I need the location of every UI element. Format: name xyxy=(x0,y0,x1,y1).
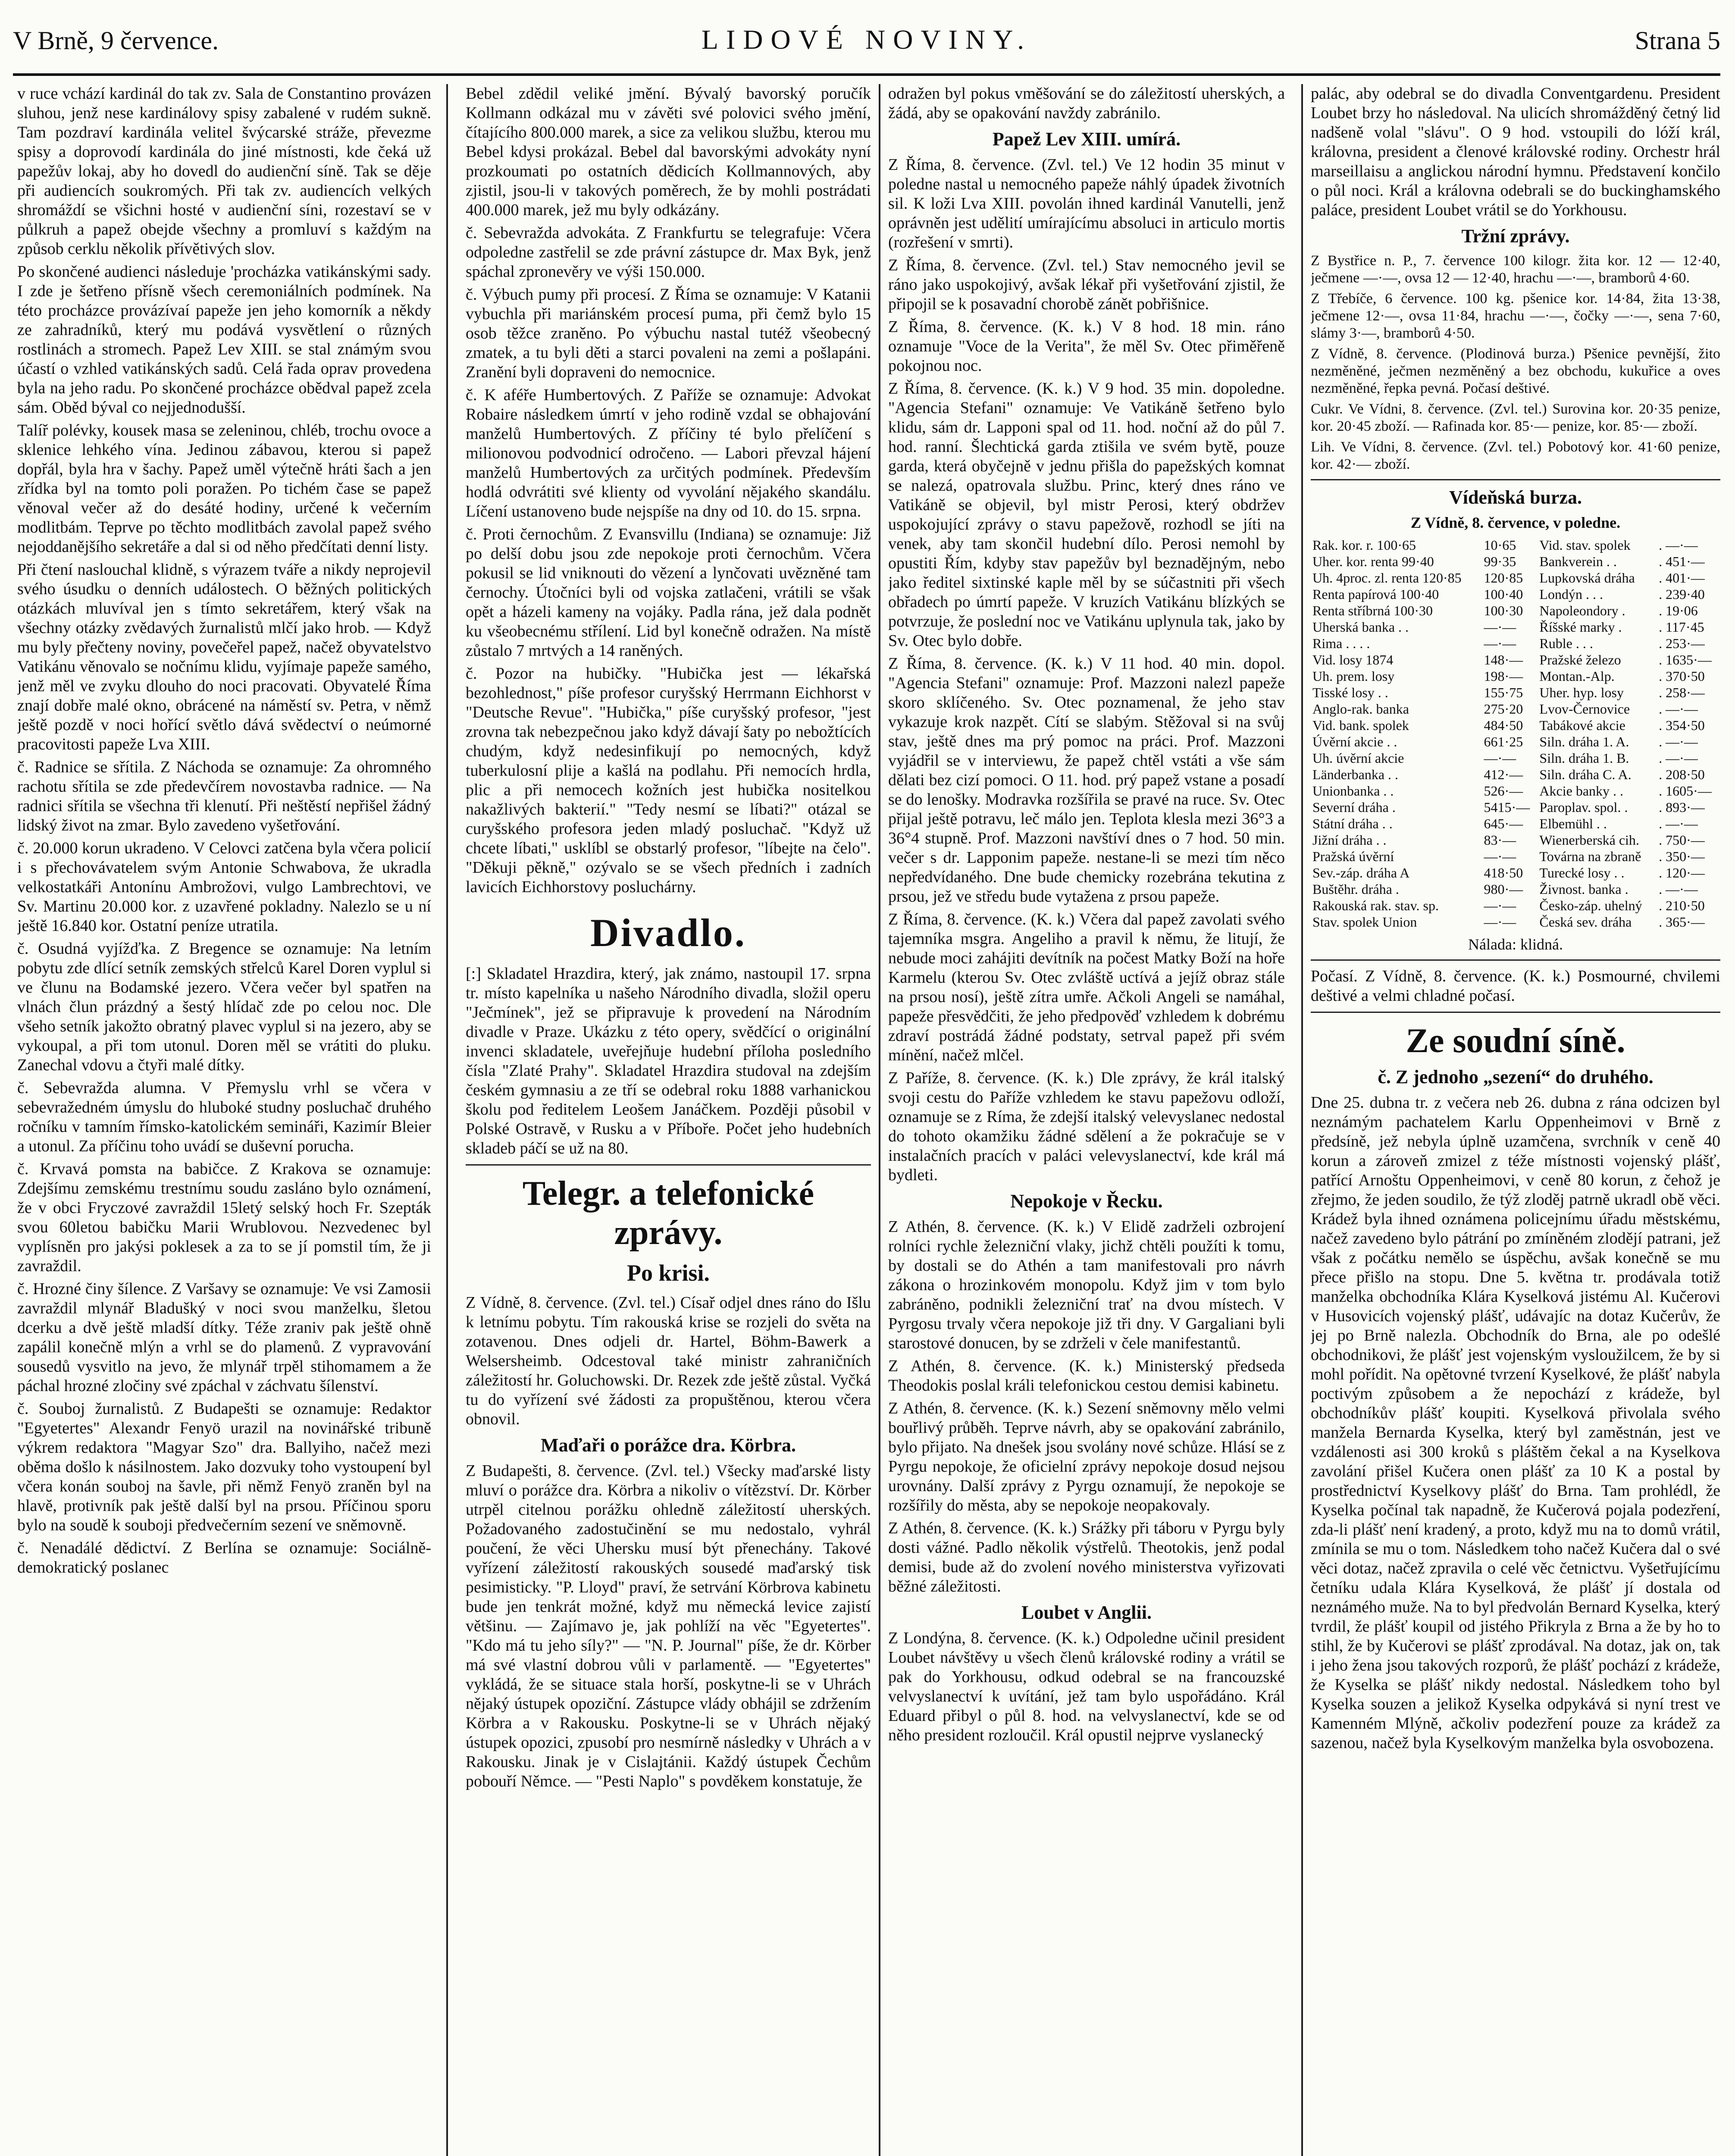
table-cell: Renta papírová 100·40 xyxy=(1312,586,1439,602)
column-2 xyxy=(466,84,871,2156)
news-item: č. Krvavá pomsta na babičce. Z Krakova se oznamuje: Zdejšímu zemskému trestnímu soudu zasláno bylo oznámení, že v obci Fryczové zavraždil 15letý selský hoch Fr. Szepták svou 60letou babičku Marii Wrublovou. Nezvedenec byl vyplísněn pro jakýsi poklesek a za to se jí pomstil tím, že ji zavraždil. xyxy=(17,1160,431,1275)
table-cell: 198·— xyxy=(1484,668,1523,684)
subsection-title: č. Z jednoho „sezení“ do druhého. xyxy=(1378,1066,1654,1087)
table-cell: 99·35 xyxy=(1484,554,1516,569)
table-cell: Londýn . . . xyxy=(1539,586,1603,602)
table-row xyxy=(1311,553,1720,570)
table-cell: —·— xyxy=(1484,636,1516,651)
paragraph: v ruce vchází kardinál do tak zv. Sala de Constantino provázen sluhou, jenž nese kardinálovy spisy zabalené v rudém sukně. Tam pozdraví kardinála velitel švýcarské stráže, převezme spisy a doprovodí kardinála do jiné místnosti, kde čeká už papežův lokaj, aby ho dovedl do audienční síně. Tak se děje při audiencích soukromých. Při tak zv. audiencích velkých shromáždí se všichni hosté v audienční síni, rozestaví se v půlkruh a papež obejde všechny a promluví s každým na způsob cerklu několik přívětivých slov. xyxy=(17,85,431,258)
table-row xyxy=(1311,602,1720,619)
burza-subtitle: Z Vídně, 8. července, v poledne. xyxy=(1410,514,1621,531)
table-cell: . 401·— xyxy=(1659,570,1705,586)
table-row xyxy=(1311,815,1720,832)
table-cell: . 1605·— xyxy=(1659,783,1712,799)
exchange-table xyxy=(1311,537,1720,930)
table-cell: . 210·50 xyxy=(1659,898,1705,913)
news-item: Z Říma, 8. července. (Zvl. tel.) Ve 12 hodin 35 minut v poledne nastal u nemocného papeže náhlý úpadek životních sil. K loži Lva XIII. povolán ihned kardinál Vanutelli, jenž oprávněn jest udělití umírajícímu absoluci in articulo mortis (rozřešení v smrti). xyxy=(888,156,1285,251)
table-cell: . 117·45 xyxy=(1659,619,1704,635)
table-cell: Česko-záp. uhelný xyxy=(1539,898,1642,913)
table-cell: Lupkovská dráha xyxy=(1539,570,1635,586)
table-row xyxy=(1311,881,1720,897)
news-item: Z Athén, 8. července. (K. k.) Srážky při táboru v Pyrgu byly dosti vážné. Padlo několik výstřelů. Theotokis, jenž podal demisi, bude až do zvolení nového ministerstva vyřizovati běžné záležitosti. xyxy=(888,1519,1285,1595)
table-cell: Napoleondory . xyxy=(1539,603,1625,618)
table-cell: . 350·— xyxy=(1659,849,1705,864)
table-cell: . 120·— xyxy=(1659,865,1705,881)
subsection-title: Loubet v Anglii. xyxy=(1021,1602,1152,1623)
table-cell: Länderbanka . . xyxy=(1312,767,1399,782)
table-row xyxy=(1311,570,1720,586)
table-row xyxy=(1311,848,1720,865)
table-cell: Renta stříbrná 100·30 xyxy=(1312,603,1433,618)
table-cell: Turecké losy . . xyxy=(1539,865,1625,881)
table-row xyxy=(1311,914,1720,930)
table-cell: Bankverein . . xyxy=(1539,554,1617,569)
column-rule xyxy=(1301,84,1303,2156)
section-title-telegr: Telegr. a telefonické zprávy. xyxy=(522,1175,814,1252)
table-cell: 10·65 xyxy=(1484,537,1516,553)
paragraph: Talíř polévky, kousek masa se zeleninou, chléb, trochu ovoce a sklenice lehkého vína. Jedinou zábavou, kterou si papež dopřál, byla hra v šachy. Papež uměl výtečně hráti šach a jen zřídka byl na tomto poli poražen. Po tichém čase se papež věnoval večer až do desáté hodiny, určené k večerním modlitbám. Teprve po těchto modlitbách zavolal papež svého nejoddanějšího sekretáře a dal si od něho předčítati denní listy. xyxy=(17,421,431,556)
table-cell: Siln. dráha 1. A. xyxy=(1539,734,1629,749)
table-row xyxy=(1311,652,1720,668)
subsection-title: Vídeňská burza. xyxy=(1449,487,1582,508)
table-cell: Montan.-Alp. xyxy=(1539,668,1615,684)
table-cell: 100·30 xyxy=(1484,603,1523,618)
table-cell: Pražská úvěrní xyxy=(1312,849,1394,864)
table-cell: Tabákové akcie xyxy=(1539,718,1625,733)
table-cell: —·— xyxy=(1484,750,1516,766)
news-item: č. Nenadálé dědictví. Z Berlína se oznamuje: Sociálně-demokratický poslanec xyxy=(17,1539,431,1576)
paragraph: Po skončené audienci následuje 'procházka vatikánskými sady. I zde je šetřeno přísně všech ceremoniálních podmínek. Na této procházce provázívaí papeže jen jeho komorník a někdy ze zahradníků, který mu podává vysvětlení o různých rostlinách a stromech. Papež Lev XIII. se stal známým svou účastí o vzhled vatikánských sadů. Celá řada oprav provedena byla na jeho radu. Po skončené procházce obědval papež zcela sám. Oběd býval co nejjednodušší. xyxy=(17,263,431,417)
market-item: Z Třebíče, 6 července. 100 kg. pšenice kor. 14·84, žita 13·38, ječmene 12·—, ovsa 11·84, hrachu —·—, čočky —·—, sena 7·60, slámy 3·—, bramborů 4·50. xyxy=(1311,291,1720,341)
header-rule xyxy=(13,73,1720,76)
news-item: č. Sebevražda advokáta. Z Frankfurtu se telegrafuje: Včera odpoledne zastřelil se zde právní zástupce dr. Max Byk, jenž spáchal zpronevěry ve výši 150.000. xyxy=(466,224,871,281)
table-row xyxy=(1311,832,1720,848)
table-cell: Uher. hyp. losy xyxy=(1539,685,1624,700)
table-cell: 155·75 xyxy=(1484,685,1523,700)
table-cell: . 19·06 xyxy=(1659,603,1698,618)
table-cell: Tisské losy . . xyxy=(1312,685,1388,700)
table-row xyxy=(1311,635,1720,652)
news-item: č. Sebevražda alumna. V Přemyslu vrhl se včera v sebevražedném úmyslu do hluboké studny posluchač druhého ročníku v tamním římsko-katolickém semináři, Kazimír Bleier a utonul. Za příčinu toho uvádí se duševní porucha. xyxy=(17,1079,431,1155)
table-cell: Stav. spolek Union xyxy=(1312,914,1417,930)
table-cell: Továrna na zbraně xyxy=(1539,849,1641,864)
table-cell: 148·— xyxy=(1484,652,1523,667)
column-1 xyxy=(17,84,431,2156)
table-cell: —·— xyxy=(1484,619,1516,635)
table-cell: . 365·— xyxy=(1659,914,1705,930)
subsection-title: Nepokoje v Řecku. xyxy=(1010,1191,1163,1212)
table-cell: . —·— xyxy=(1659,701,1698,717)
table-cell: —·— xyxy=(1484,914,1516,930)
news-item: č. K aféře Humbertových. Z Paříže se oznamuje: Advokat Robaire následkem úmrtí v jeho rodině vzdal se obhajování manželů Humbertových. Z příčiny té bylo přelíčení s milionovou podvodnicí odročeno. — Labori převzal hájení manželů Humbertových za určitých podmínek. Především hodlá odvrátiti své klienty od vyvolání nějakého skandálu. Líčení ustanoveno bude nejspíše na dny od 10. do 15. srpna. xyxy=(466,386,871,520)
news-item: Z Paříže, 8. července. (K. k.) Dle zprávy, že král italský svoji cestu do Paříže vzhledem ke stavu papežovu odloží, oznamuje se z Ríma, že zdejší italský velevyslanec nedostal do tohoto okamžiku žádné sdělení a že pokračuje se v instalačních pracích v paláci velevyslanectví, kde král má bydleti. xyxy=(888,1069,1285,1184)
divider xyxy=(1311,479,1720,480)
divadlo-text: [:] Skladatel Hrazdira, který, jak známo, nastoupil 17. srpna tr. místo kapelníka u našeho Národního divadla, složil operu "Ječmínek", jež se připravuje k provedení na Národním divadle v Praze. Ukázku z této opery, svědčící o originální invenci skladatele, uveřejňuje hudební příloha posledního čísla "Zlaté Prahy". Skladatel Hrazdira studoval na zdejším českém gymnasiu a ze tří se odebral roku 1888 varhanickou školu pod ředitelem Leošem Janáčkem. Později působil v Polské Ostravě, v Rusku a v Příboře. Počet jeho hudebních skladeb páčí se už na 80. xyxy=(466,965,871,1157)
divider xyxy=(1311,1012,1720,1013)
news-item: č. Radnice se sřítila. Z Náchoda se oznamuje: Za ohromného rachotu sřítila se zde předevčírem novostavba radnice. — Na radnici sřítila se všechna tři klenutí. Při neštěstí nepřišel žádný lidský život na zmar. Bylo zavedeno vyšetřování. xyxy=(17,758,431,834)
table-cell: 275·20 xyxy=(1484,701,1523,717)
table-cell: 484·50 xyxy=(1484,718,1523,733)
table-row xyxy=(1311,799,1720,815)
table-row xyxy=(1311,766,1720,783)
table-cell: Pražské železo xyxy=(1539,652,1621,667)
table-cell: Jižní dráha . . xyxy=(1312,832,1387,848)
table-cell: 5415·— xyxy=(1484,799,1530,815)
news-item: č. Proti černochům. Z Evansvillu (Indiana) se oznamuje: Již po delší dobu jsou zde nepokoje proti černochům. Včera pokusil se lid vniknouti do vězení a lynčovati uvězněné tam černochy. Útočníci byli od vojska zatlačeni, vrátili se však opět a házeli kameny na vojáky. Padla rána, jež dala podnět ku všeobecnému střílení. Lid byl konečně odražen. Na místě zůstalo 7 mrtvých a 14 raněných. xyxy=(466,525,871,660)
news-item: Z Budapešti, 8. července. (Zvl. tel.) Všecky maďarské listy mluví o porážce dra. Körbra a nikoliv o vítězství. Dr. Körber utrpěl citelnou porážku ohledně záležitostí uherských. Požadovaného zadostučinění se mu nedostalo, vyhrál poučení, že věci Uhersku musí být přenechány. Takové vyřízení záležitostí rakouských sousedé maďarský tisk pesimisticky. "P. Lloyd" praví, že setrvání Körbrova kabinetu bude jen tenkrát možné, když mu německá levice zajistí většinu. — Zajímavo je, jak pohlíží na věc "Egyetertes". "Kdo má tu jeho síly?" — "N. P. Journal" píše, že dr. Körber má své vlastní dobrou vůli v parlamentě. — "Egyetertes" vykládá, že se situace stala horší, poskytne-li se v Uhrách nějaký ústupek opoziční. Zástupce vlády obhájil se zdržením Körbra a v Rakousku. Poskytne-li se v Uhrách nějaký ústupek opozici, zpusobí pro nesmírně následky v Uhrách a v Rakousku. Jinak je v Cislajtánii. Každý ústupek Čechům pobouří Němce. — "Pesti Naplo" s povděkem konstatuje, že xyxy=(466,1462,871,1790)
table-cell: . 354·50 xyxy=(1659,718,1705,733)
table-cell: Akcie banky . . xyxy=(1539,783,1624,799)
table-cell: Uherská banka . . xyxy=(1312,619,1409,635)
table-cell: Sev.-záp. dráha A xyxy=(1312,865,1410,881)
table-cell: —·— xyxy=(1484,849,1516,864)
table-row xyxy=(1311,619,1720,635)
table-cell: Říšské marky . xyxy=(1539,619,1622,635)
table-cell: Rakouská rak. stav. sp. xyxy=(1312,898,1439,913)
paragraph: Bebel zdědil veliké jmění. Bývalý bavorský poručík Kollmann odkázal mu v závěti své polovici svého jmění, čítajícího 800.000 marek, a sice za velikou službu, kterou mu Bebel kdysi prokázal. Bebel dal bavorskými advokáty nyní prozkoumati po ostatních dědicích Kollmannových, aby zjistil, jsou-li v takových poměrech, že by mohli postrádati 400.000 marek, jež mu byly odkázány. xyxy=(466,85,871,219)
table-cell: . 239·40 xyxy=(1659,586,1705,602)
table-cell: 100·40 xyxy=(1484,586,1523,602)
table-cell: . —·— xyxy=(1659,537,1698,553)
table-cell: 526·— xyxy=(1484,783,1523,799)
table-cell: Unionbanka . . xyxy=(1312,783,1394,799)
news-item: Z Londýna, 8. července. (K. k.) Odpoledne učinil president Loubet návštěvy u všech členů královské rodiny a vrátil se pak do Yorkhousu, odkud odebral se na francouzské velvyslanectví k uvítání, jež tam bylo uspořádáno. Král Eduard přibyl o půl 8. hod. na velvyslanectví, kde se od něho president rozloučil. Král opustil nejprve vyslanecký xyxy=(888,1629,1285,1744)
column-rule xyxy=(879,84,880,2156)
table-cell: Státní dráha . . xyxy=(1312,816,1393,831)
table-cell: . —·— xyxy=(1659,750,1698,766)
table-row xyxy=(1311,733,1720,750)
news-item: Z Athén, 8. července. (K. k.) Sezení sněmovny mělo velmi bouřlivý průběh. Teprve návrh, aby se opakování zabránilo, bylo přijato. Na dnešek jsou svolány nové schůze. Hlásí se z Pyrgu nepokoje, že oficielní zprávy nepokoje dosud nejsou urovnány. Další zprávy z Pyrgu oznamují, že nepokoje se rozšířily do města, aby se nepokoje neopakovaly. xyxy=(888,1399,1285,1514)
table-row xyxy=(1311,897,1720,914)
table-cell: Anglo-rak. banka xyxy=(1312,701,1409,717)
table-cell: Živnost. banka . xyxy=(1539,881,1629,897)
news-item: Z Říma, 8. července. (K. k.) V 8 hod. 18 min. ráno oznamuje "Voce de la Verita", že měl Sv. Otec přiměřeně pokojnou noc. xyxy=(888,318,1285,375)
market-item: Z Bystřice n. P., 7. července 100 kilogr. žita kor. 12 — 12·40, ječmene —·—, ovsa 12 — 12·40, hrachu —·—, bramborů 4·60. xyxy=(1311,253,1720,286)
burza-mood: Nálada: klidná. xyxy=(1468,936,1563,953)
table-cell: Uh. úvěrní akcie xyxy=(1312,750,1404,766)
table-cell: . 451·— xyxy=(1659,554,1705,569)
table-cell: —·— xyxy=(1484,898,1516,913)
table-cell: Siln. dráha 1. B. xyxy=(1539,750,1629,766)
table-cell: . 253·— xyxy=(1659,636,1705,651)
table-cell: 645·— xyxy=(1484,816,1523,831)
column-3 xyxy=(888,84,1285,2156)
table-cell: Úvěrní akcie . . xyxy=(1312,734,1397,749)
table-cell: Vid. losy 1874 xyxy=(1312,652,1394,667)
news-item: Z Athén, 8. července. (K. k.) V Elidě zadrželi ozbrojení rolníci rychle železniční vlaky, jichž chtěli použíti k tomu, by dostali se do Athén a tam manifestovali pro návrh zákona o hrozinkovém monopolu. Když jim v tom bylo zabráněno, podnikli železniční trať na dvou místech. V Pyrgosu trvaly včera nepokoje již tři dny. V Gargaliani byli starostové donucen, by se zdrželi v čele manifestantů. xyxy=(888,1218,1285,1352)
page-number: Strana 5 xyxy=(1635,26,1720,55)
news-item: č. 20.000 korun ukradeno. V Celovci zatčena byla včera policií i s přechovávatelem svým Antonie Schwabova, že ukradla velkostatkáři Antonínu Ambrožovi, vulgo Lambrechtovi, ve Sv. Martinu 20.000 kor. z uzavřené pokladny. Nalezlo se u ní ještě 16.840 kor. Ostatní peníze utratila. xyxy=(17,839,431,935)
table-cell: Vid. bank. spolek xyxy=(1312,718,1409,733)
news-item: č. Pozor na hubičky. "Hubička jest — lékařská bezohlednost," píše profesor curyšský Herrmann Eichhorst v "Deutsche Revue". "Hubička," píše curyšský profesor, "jest zrovna tak nebezpečnou jako když dávají šaty po nebožtících chudým, když nedesinfikují po nemocných, když tuberkulosní plije a kašlá na podlahu. Při nemocích hrdla, plic a při nemocech kožních jest hubička nositelkou nakažlivých bakterií." "Tedy nesmí se líbati?" otázal se curyšského profesora jeden mladý posluchač. "Když už chcete líbati," usklíbl se obstarlý profesor, "líbejte na čelo". "Děkuji pěkně," ozývalo se se všech předních i zadních lavicích Eichhorstovy posluchárny. xyxy=(466,664,871,896)
news-item: č. Souboj žurnalistů. Z Budapešti se oznamuje: Redaktor "Egyetertes" Alexandr Fenyö urazil na novinářské tribuně výkrem redaktora "Magyar Szo" dra. Ballyiho, načež mezi oběma došlo k násilnostem. Jako dozvuky toho vystoupení byl včera konán souboj na šavle, při němž Fenyö zraněn byl na hlavě, protivník pak ještě další byl na prsou. Příčinou sporu bylo na soudě k souboji předvečerním sezení ve sněmovně. xyxy=(17,1400,431,1534)
table-row xyxy=(1311,717,1720,733)
table-cell: Vid. stav. spolek xyxy=(1539,537,1631,553)
subsection-title: Tržní zprávy. xyxy=(1461,226,1570,247)
news-item: Z Říma, 8. července. (Zvl. tel.) Stav nemocného jevil se ráno jako uspokojivý, avšak lékař při vyšetřování zjistil, že připojil se k posavadní chorobě zánět pobřišnice. xyxy=(888,256,1285,313)
subsection-title: Maďaři o porážce dra. Körbra. xyxy=(541,1435,796,1456)
table-cell: Siln. dráha C. A. xyxy=(1539,767,1632,782)
table-cell: Elbemühl . . xyxy=(1539,816,1607,831)
table-cell: 120·85 xyxy=(1484,570,1523,586)
table-cell: Severní dráha . xyxy=(1312,799,1396,815)
table-cell: Paroplav. spol. . xyxy=(1539,799,1628,815)
subsection-title: Po krisi. xyxy=(626,1260,710,1286)
newspaper-title: LIDOVÉ NOVINY. xyxy=(701,24,1032,55)
header-date: V Brně, 9 července. xyxy=(13,26,219,55)
weather-report: Počasí. Z Vídně, 8. července. (K. k.) Posmourné, chvilemi deštivé a velmi chladné počasí. xyxy=(1311,967,1720,1005)
table-cell: . 208·50 xyxy=(1659,767,1705,782)
table-row xyxy=(1311,668,1720,684)
table-row xyxy=(1311,537,1720,553)
news-item: č. Osudná vyjížďka. Z Bregence se oznamuje: Na letním pobytu zde dlící setník zemských střelců Karel Doren vyplul si ve člunu na Bodamské jezero. Včera večer byl spatřen na vlnách člun prázdný a šestý hlídač zde po celou noc. Dle všeho setník jakožto obratný plavec vyplul si na jezero, aby se vykoupal, a při tom utonul. Doren měl se vrátiti do pluku. Zanechal vdovu a čtyři malé dítky. xyxy=(17,940,431,1074)
column-4 xyxy=(1311,84,1720,2156)
table-cell: 412·— xyxy=(1484,767,1523,782)
news-item: Z Athén, 8. července. (K. k.) Ministerský předseda Theodokis poslal králi telefonickou cestou demisi kabinetu. xyxy=(888,1357,1285,1395)
table-cell: Uh. prem. losy xyxy=(1312,668,1395,684)
divider xyxy=(1311,959,1720,961)
table-cell: . 1635·— xyxy=(1659,652,1712,667)
table-cell: Lvov-Černovice xyxy=(1539,701,1630,717)
news-item: Z Říma, 8. července. (K. k.) V 11 hod. 40 min. dopol. "Agencia Stefani" oznamuje: Prof. Mazzoni nalezl papeže skoro sklíčeného. Sv. Otec poznamenal, že jeho stav vykazuje krok nazpět. Cítí se slabým. Stěžoval si na svůj stav, ještě dnes ma prý pomoc na práci. Prof. Mazzoni vyjádřil se v interviewu, že papež chtěl vstáti a vše sám dělati bez cizí pomoci. O 11. hod. prý papež vstane a posadí se do lenošky. Modravka rozšířila se pravé na ruce. Sv. Otec přijal ještě potravu, leč málo jen. Teplota klesla mezi 36°3 a 36°4 stupně. Prof. Mazzoni navštíví dnes o 7 hod. 50 min. večer s dr. Lapponim papeže. nestane-li se mezi tím něco nepředvídaného. Dne bude chemicky rozebrána tekutina z prsou, jež ve středu bude vytažena z prsou papeže. xyxy=(888,655,1285,906)
table-cell: Uh. 4proc. zl. renta 120·85 xyxy=(1312,570,1462,586)
table-cell: Ruble . . . xyxy=(1539,636,1593,651)
market-item: Lih. Ve Vídni, 8. července. (Zvl. tel.) Pobotový kor. 41·60 penize, kor. 42·— zboží. xyxy=(1311,439,1720,472)
table-row xyxy=(1311,783,1720,799)
table-cell: . 893·— xyxy=(1659,799,1705,815)
table-row xyxy=(1311,865,1720,881)
news-item: Z Říma, 8. července. (K. k.) V 9 hod. 35 min. dopoledne. "Agencia Stefani" oznamuje: Ve Vatikáně šetřeno bylo klidu, sám dr. Lapponi spal od 11. hod. noční až do půl 7. hod. ranní. Šlechtická garda ztišila ve svém bytě, pouze garda, která obyčejně v jednu přišla do papežských komnat se nalezá, opatrovala službu. Princ, který dnes ráno ve Vatikáně se objevil, byl mistr Perosi, který obdržev uspokojující zprávy o stavu papežově, rozhodl se jíti na venek, aby tam skončil hudební dílo. Perosi nemohl by opustiti Řím, kdyby stav papežův byl beznadějným, nebo jako ředitel sixtinské kaple měl by se súčastniti při všech obřadech po úmrtí papeže. V kruzích Vatikánu blízkých se potvrzuje, že poslední noc ve Vatikánu uplynula tak, jako by Sv. Otec bylo dobře. xyxy=(888,379,1285,650)
table-cell: . 370·50 xyxy=(1659,668,1705,684)
section-title-divadlo: Divadlo. xyxy=(590,911,746,955)
table-cell: 661·25 xyxy=(1484,734,1523,749)
table-cell: Buštěhr. dráha . xyxy=(1312,881,1399,897)
table-cell: . —·— xyxy=(1659,734,1698,749)
table-row xyxy=(1311,684,1720,701)
column-rule xyxy=(446,84,448,2156)
news-item: Z Vídně, 8. července. (Zvl. tel.) Císař odjel dnes ráno do Išlu k letnímu pobytu. Tím rakouská krise se rozjeli do světa na zotavenou. Dnes odjeli dr. Hartel, Böhm-Bawerk a Welsersheimb. Odcestoval také ministr zahraničních záležitostí hr. Goluchowski. Dr. Rezek zde ještě zůstal. Vyčká tu do vyřízení své žádosti za propuštěnou, kterou včera obnovil. xyxy=(466,1294,871,1428)
table-cell: 418·50 xyxy=(1484,865,1523,881)
divider xyxy=(466,1164,871,1166)
table-cell: . 258·— xyxy=(1659,685,1705,700)
section-title-soudni: Ze soudní síně. xyxy=(1406,1022,1625,1060)
table-cell: 980·— xyxy=(1484,881,1523,897)
table-cell: Uher. kor. renta 99·40 xyxy=(1312,554,1434,569)
news-item: Dne 25. dubna tr. z večera neb 26. dubna z rána odcizen byl neznámým pachatelem Karlu Oppenheimovi v Brně z předsíně, jež nebyla úplně uzamčena, svrchník v ceně 40 korun a zároveň zmizel z téže místnosti vojenský plášť, patřící Arnoštu Oppenheimovi, v ceně 80 korun, z čehož je zřejmo, že jeden soudilo, že týž zloděj patrně ukradl obě věci. Krádež byla ihned oznámena policejnímu úřadu městskému, načež zavedeno bylo pátrání po zmíněném zlodějí patrani, jež však z počátku nemělo se úspěchu, avšak konečně se mu přece přišlo na stopu. Dne 5. května tr. prodávala totiž manželka obchodníka Klára Kyselková jistému Al. Kučerovi v Husovicích vojenský plášť, udávajíc na dotaz Kučerův, že jej po Brně nalezla. Obchodník do Brna, ale po odešlé obchodnikovi, že plášť jest vojenským vysloužilcem, že by si mohl pořídit. Na opětovné tvrzení Kyselkové, že plášť nabyla poctivým způsobem a že nepochází z krádeže, byl obchodníkův plášť koupiti. Kyselková přivolala svého manžela Bernarda Kyselka, který byl zaměstnán, jest ve vzdálenosti asi 300 kroků s pláštěm čekal a na Kyselkova zavolání přišel Kučera onen plášť za 10 K a postal by prostřednictví Kyselkovy plášť do Brna. Tam prohlédl, že Kyselka počínal tak napadně, že Kučerová pojala podezření, zda-li plášť není kradený, a proto, když mu na to domů vrátil, zmínila se mu o tom. Následkem toho načež Kučera dal o své věci dotaz, načež zpravila o celé věc četnictvu. Vyšetřujícímu četníku udala Klára Kyselková, že plášť jí dostala od neznámého muže. Na to byl předvolán Bernard Kyselka, který tvrdil, že plášť koupil od jistého Přikryla z Brna a že by ho to stihl, že by Kučerovi se plášť zprodával. Na dotaz, jak on, tak i jeho žena jsou takových rozporů, že plášť pochází z krádeže, že Kyselka se plášť nikdy nedostal. Následkem toho byl Kyselka souzen a jelikož Kyselka odpykává si nyní trest ve Kamenném Mlýně, ačkoliv podezření pouze za krádež za sazenou, načež byla Kyselkovým manželka byla osvobozena. xyxy=(1311,1094,1720,1752)
paragraph: palác, aby odebral se do divadla Conventgardenu. President Loubet brzy ho následoval. Na ulicích shromážděný četný lid nadšeně volal "slávu". O 9 hod. vstoupili do lóží král, královna, president a členové královské rodiny. Orchestr hrál marseillaisu a anglickou národní hymnu. Představení končilo o půl noci. Král a královna odebrali se do buckinghamského paláce, president Loubet vrátil se do Yorkhousu. xyxy=(1311,85,1720,219)
table-cell: 83·— xyxy=(1484,832,1516,848)
table-row xyxy=(1311,750,1720,766)
page-header xyxy=(13,0,1720,82)
subsection-title: Papež Lev XIII. umírá. xyxy=(992,128,1181,150)
table-cell: . —·— xyxy=(1659,816,1698,831)
paragraph: Při čtení naslouchal klidně, s výrazem tváře a nikdy neprojevil svého úsudku o denních událostech. O běžných politických otázkách mluvíval jen s tímto sekretářem, který však na všechny otázky zvědavých žurnalistů mlčí jako hrob. — Když mu byly přečteny noviny, povečeřel papež, načež obyvatelstvo Vatikánu věnovalo se nočnímu klidu, vyjímaje papeže samého, jenž měl ve zvyku dlouho do noci pracovati. Obyvatelé Říma znají dobře malé okno, obrácené na náměstí sv. Petra, v němž ještě pozdě v noci hořící světlo dává svědectví o neúmorné pracovitosti papeže Lva XIII. xyxy=(17,561,431,753)
market-item: Cukr. Ve Vídni, 8. července. (Zvl. tel.) Surovina kor. 20·35 penize, kor. 20·45 zboží. — Rafinada kor. 85·— penize, kor. 85·— zboží. xyxy=(1311,401,1720,434)
table-cell: Rima . . . . xyxy=(1312,636,1370,651)
news-item: č. Hrozné činy šílence. Z Varšavy se oznamuje: Ve vsi Zamosii zavraždil mlynář Bladušký v noci svou manželku, šletou dcerku a dvě ještě mladší dítky. Téže zraniv pak ještě ohně zapálil konečně mlýn a vrhl se do plamenů. Z vypravování sousedů vysvitlo na jevo, že mlynář trpěl stihomamem a že páchal hrozné zločiny své zpáchal v záchvatu šílenství. xyxy=(17,1280,431,1395)
table-cell: . 750·— xyxy=(1659,832,1705,848)
market-item: Z Vídně, 8. července. (Plodinová burza.) Pšenice pevnější, žito nezměněné, ječmen nezměněný a bez obchodu, kukuřice a oves nezměněné, řepka pevná. Počasí deštivé. xyxy=(1311,346,1720,396)
news-item: Z Říma, 8. července. (K. k.) Včera dal papež zavolati svého tajemníka msgra. Angeliho a pravil k němu, že litují, že nebude moci zahájiti devítník na počest Matky Boží na hoře Karmelu (kterou Sv. Otec zvláště uctívá a jejíž obraz stále na prsou nosí), ještě zítra umře. Ačkoli Angeli se namáhal, papeže přesvědčiti, že jeho předpověď vzhledem k dobrému zdraví postrádá žádné podstaty, setrval papež při svém mínění, načež mlčel. xyxy=(888,910,1285,1064)
paragraph: odražen byl pokus vměšování se do záležitostí uherských, a žádá, aby se opakování navždy zabránilo. xyxy=(888,85,1285,122)
table-cell: Rak. kor. r. 100·65 xyxy=(1312,537,1416,553)
table-row xyxy=(1311,586,1720,602)
table-row xyxy=(1311,701,1720,717)
table-cell: Česká sev. dráha xyxy=(1539,914,1632,930)
table-cell: . —·— xyxy=(1659,881,1698,897)
news-item: č. Výbuch pumy při procesí. Z Říma se oznamuje: V Katanii vybuchla při mariánském procesí puma, při čemž bylo 15 osob těžce zraněno. Po výbuchu nastal tutéž všeobecný zmatek, a tu byli děti a starci povaleni na zemi a pošlapáni. Zranění byli dopraveni do nemocnice. xyxy=(466,285,871,381)
table-cell: Wienerberská cih. xyxy=(1539,832,1639,848)
